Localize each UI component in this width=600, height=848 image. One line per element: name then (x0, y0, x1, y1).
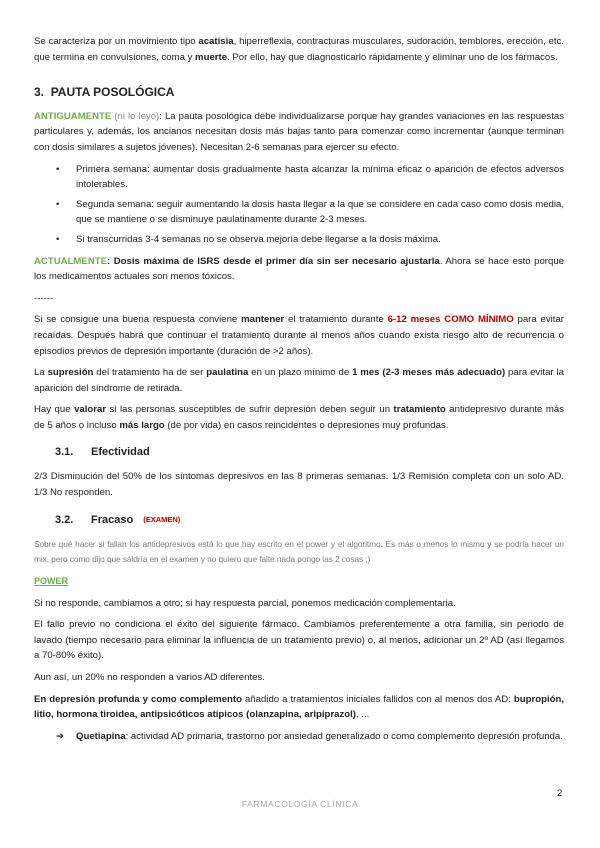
intro-paragraph: Se caracteriza por un movimiento tipo acatisia, hiperreflexia, contracturas musculares, sudoración, temblores, erección, etc. que termina en convulsiones, coma y muerte. Por ello, hay que diagnosticarlo rápidamente y eliminar uno de los fármacos. (34, 36, 564, 63)
fracaso-paragraph-3: Aun así, un 20% no responden a varios AD diferentes. (34, 672, 265, 683)
minimum-duration-highlight: 6-12 meses COMO MÍNIMO (387, 314, 514, 326)
list-item: • Segunda semana: seguir aumentando la dosis hasta llegar a la que se considere en cada caso como dosis media, que se mantiene o se disminuye paulatinamente durante 2-3 meses. (56, 198, 564, 226)
exam-tag: (EXAMEN) (143, 515, 181, 525)
actualmente-label: ACTUALMENTE (34, 255, 108, 267)
section-3-2-heading: 3.2. Fracaso (EXAMEN) (55, 514, 181, 527)
page-footer: FARMACOLOGÍA CLÍNICA (241, 799, 359, 809)
acatisia-term: acatisia (198, 36, 234, 47)
page-number: 2 (557, 788, 563, 799)
power-label: POWER (34, 576, 69, 587)
student-note: Sobre qué hacer si fallan los antidepresivos está lo que hay escrito en el power y el algoritmo. Es más o menos lo mismo y se podría hacer un mix, pero como dijo que saldría en el examen y no quiero que falte nada pongo las 2 cosas ;) (34, 538, 564, 565)
complemento-paragraph: En depresión profunda y como complemento añadido a tratamientos iniciales fallidos con al menos dos AD: bupropión, litio, hormona tiroidea, antipsicóticos atípicos (olanzapina, aripiprazol), ... (34, 693, 564, 721)
actualmente-paragraph: ACTUALMENTE: Dosis máxima de ISRS desde el primer día sin ser necesario ajustarla. Ahora se hace esto porque los medicamentos actuales son menos tóxicos. (34, 255, 564, 283)
valorar-paragraph: Hay que valorar si las personas susceptibles de sufrir depresión deben seguir un tratamiento antidepresivo durante más de 5 años o incluso más largo (de por vida) en casos reincidentes o depresiones muy profundas. (34, 404, 564, 431)
section-3-1-heading: 3.1. Efectividad (55, 446, 150, 459)
document-page (34, 34, 564, 744)
list-item: • Primera semana: aumentar dosis gradualmente hasta alcanzar la mínima eficaz o aparición de efectos adversos intolerables. (56, 163, 564, 191)
dosing-bullet-list (34, 162, 564, 248)
mantener-paragraph: Si se consigue una buena respuesta conviene mantener el tratamiento durante 6-12 meses COMO MÍNIMO para evitar recaídas. Después habrá que continuar el tratamiento durante al menos años cuando exista riesgo alto de recurrencia o episodios previos de depresión importante (duración de >2 años). (34, 314, 564, 357)
fracaso-paragraph-1: Si no responde, cambiamos a otro; si hay respuesta parcial, ponemos medicación complementaria. (34, 597, 456, 609)
bullet-icon: • (56, 198, 60, 210)
quetiapina-item: ➔ Quetiapina: actividad AD primaria, trastorno por ansiedad generalizado o como complemento depresión profunda. (34, 729, 564, 745)
power-label-line (34, 574, 564, 590)
fracaso-paragraph-2: El fallo previo no condiciona el éxito del siguiente fármaco. Cambiamos preferentemente a otra familia, sin periodo de lavado (tiempo necesario para eliminar la influencia de un tratamiento previo) o, al menos, adicionar un 2º AD (así llegamos a 70-80% éxito). (34, 619, 564, 662)
muerte-term: muerte (195, 51, 228, 63)
arrow-right-icon: ➔ (56, 730, 65, 742)
separator-line: ------ (34, 292, 54, 304)
bullet-icon: • (56, 233, 60, 245)
list-item: • Si transcurridas 3-4 semanas no se observa mejoría debe llegarse a la dosis máxima. (34, 232, 564, 248)
section-3-heading: 3. PAUTA POSOLÓGICA (34, 85, 175, 100)
antiguamente-aside: (ni lo leyó) (111, 110, 160, 122)
antiguamente-label: ANTIGUAMENTE (34, 110, 112, 122)
efectividad-paragraph: 2/3 Disminución del 50% de los síntomas depresivos en las 8 primeras semanas. 1/3 Remisión completa con un solo AD. 1/3 No responden. (34, 471, 564, 498)
supresion-paragraph: La supresión del tratamiento ha de ser paulatina en un plazo mínimo de 1 mes (2-3 meses más adecuado) para evitar la aparición del síndrome de retirada. (34, 367, 564, 394)
bullet-icon: • (56, 163, 60, 175)
antiguamente-paragraph: ANTIGUAMENTE (ni lo leyó): La pauta posológica debe individualizarse porque hay grandes variaciones en las respuestas particulares y, además, los ancianos necesitan dosis más bajas tanto para comenzar como incrementar (aunque terminan con dosis similares a sujetos jóvenes). Necesitan 2-6 semanas para ejercer su efecto. (34, 110, 565, 153)
